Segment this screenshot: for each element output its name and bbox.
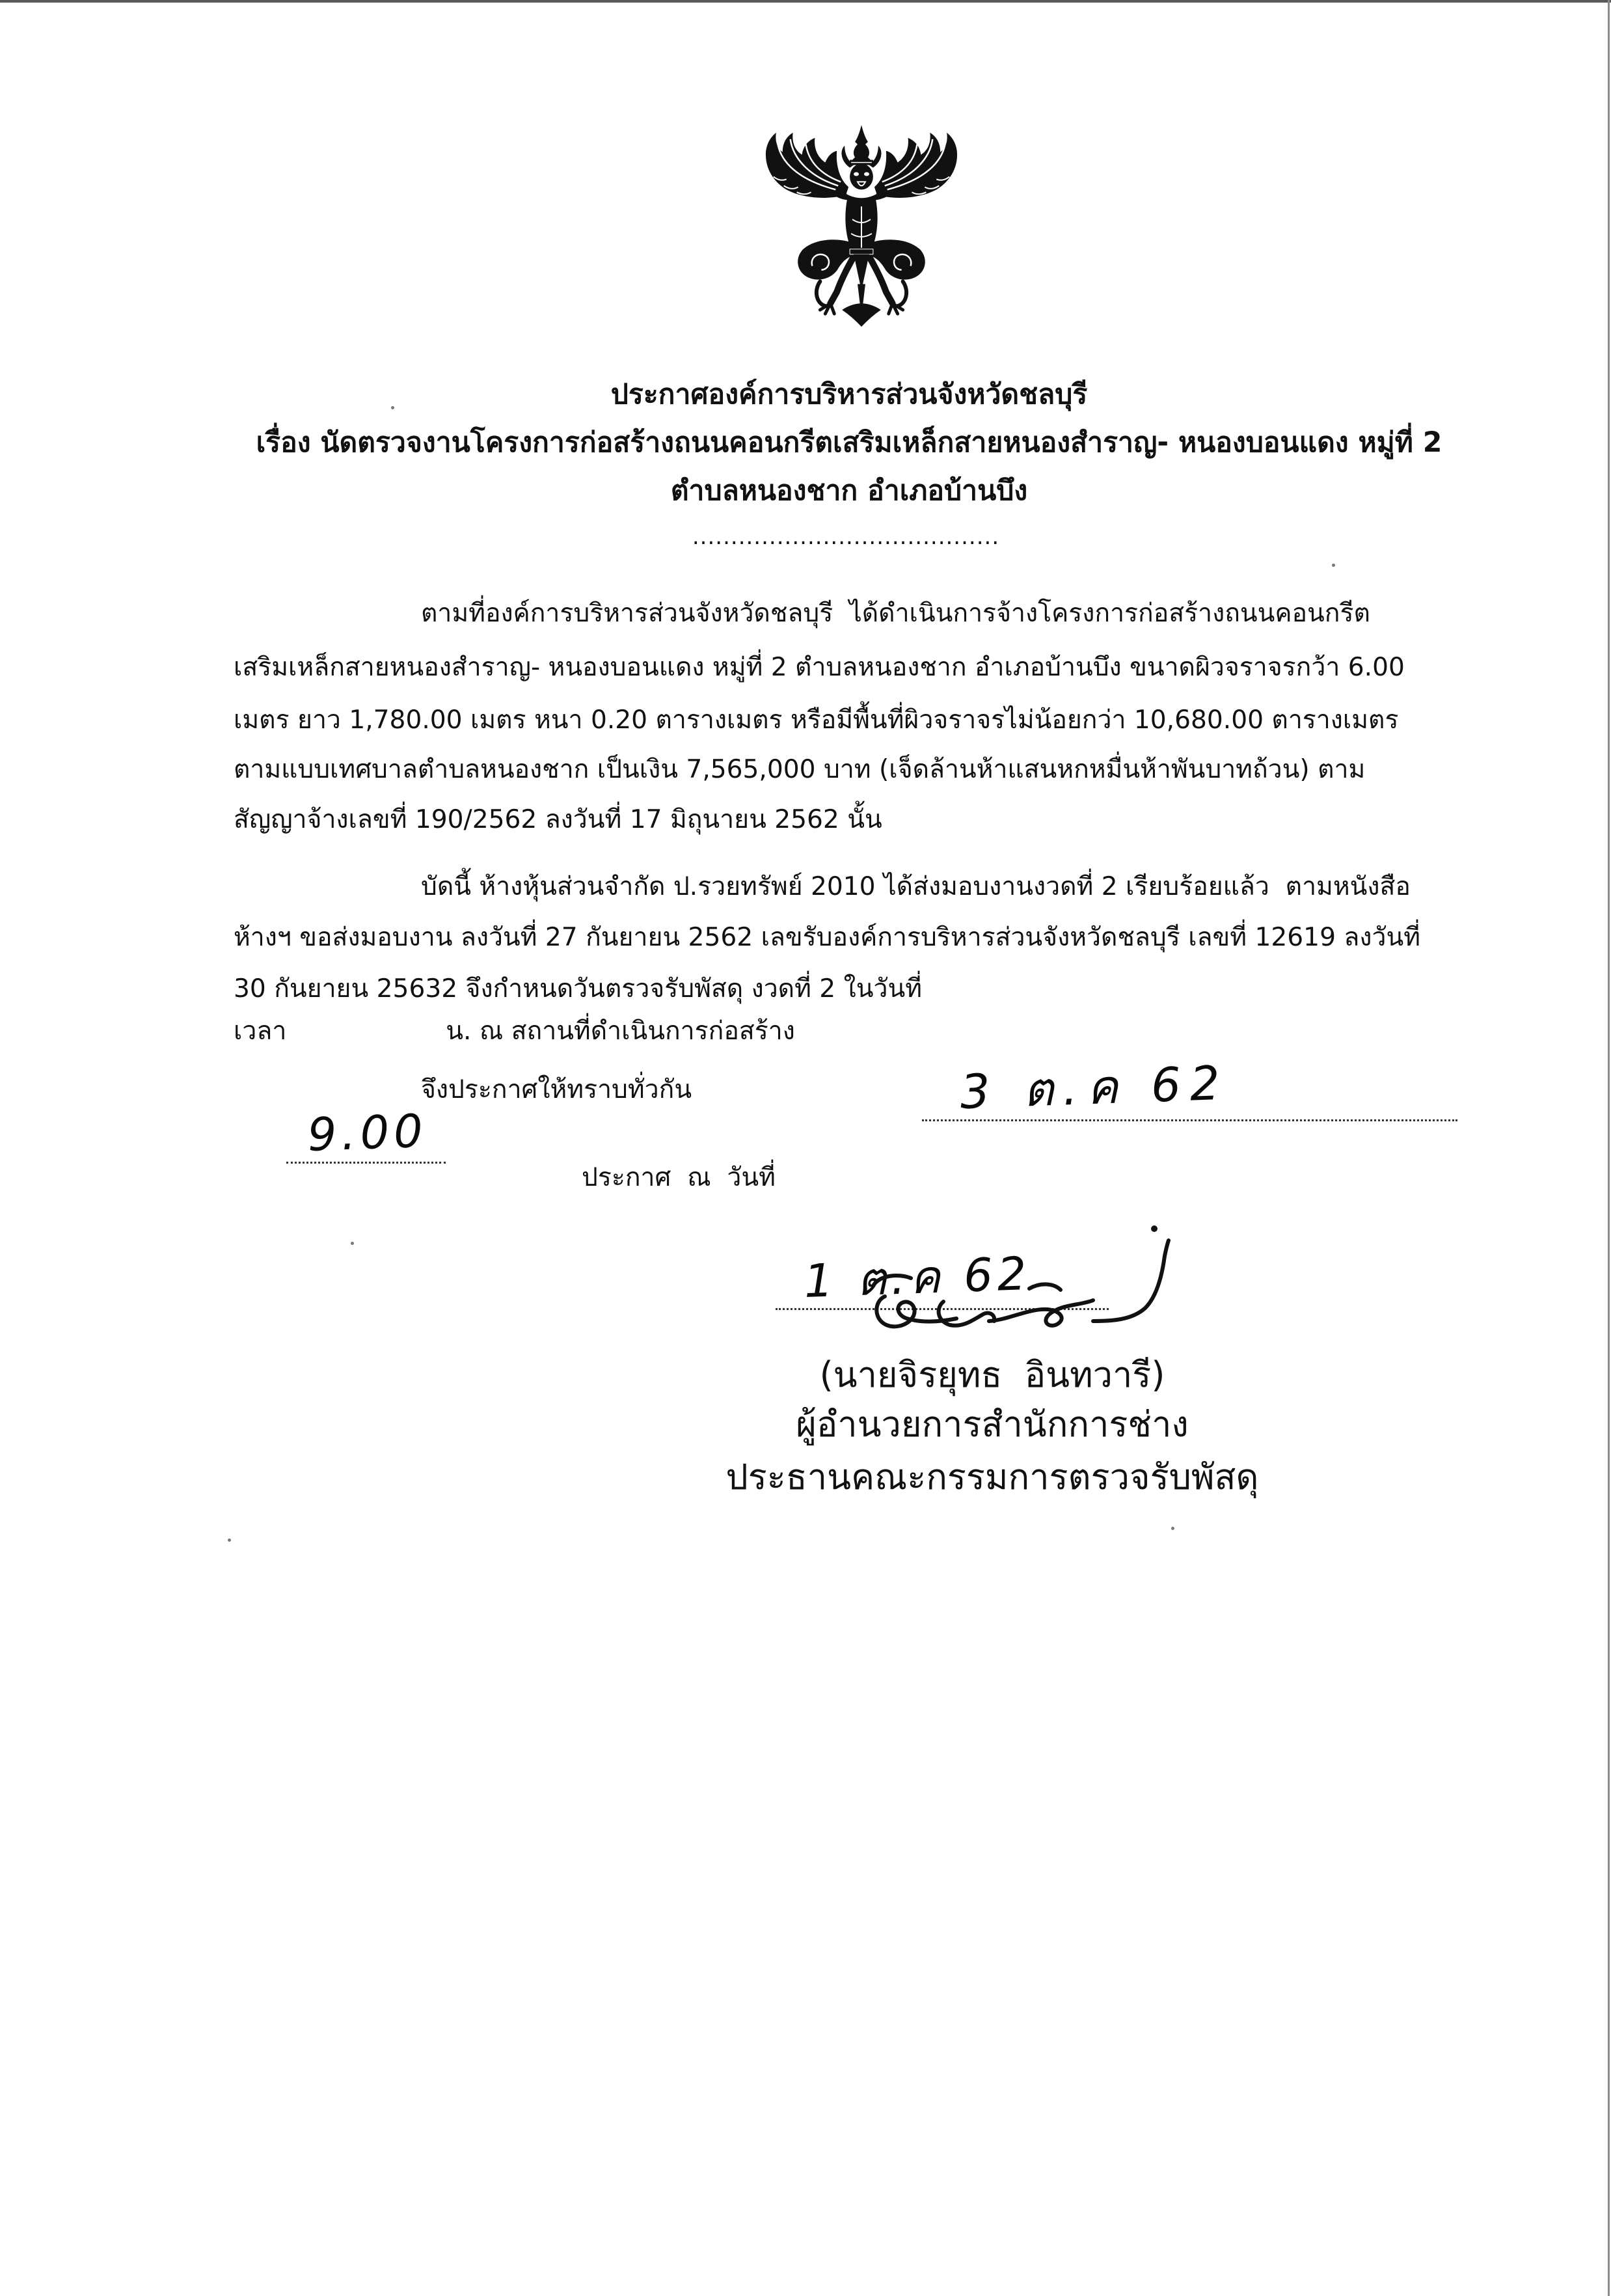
document-subject-continued: ตำบลหนองชาก อำเภอบ้านบึง (670, 474, 1028, 507)
paragraph1-line: ตามแบบเทศบาลตำบลหนองชาก เป็นเงิน 7,565,000 บาท (เจ็ดล้านห้าแสนหกหมื่นห้าพันบาทถ้วน) ตาม (234, 755, 1366, 784)
handwritten-inspection-time: 9.00 (306, 1104, 429, 1162)
announcement-date-line (582, 1152, 1457, 1308)
document-subject: เรื่อง นัดตรวจงานโครงการก่อสร้างถนนคอนกรีตเสริมเหล็กสายหนองสำราญ- หนองบอนแดง หมู่ที่ 2 (256, 426, 1442, 459)
scan-speck (1332, 564, 1335, 567)
document-title: ประกาศองค์การบริหารส่วนจังหวัดชลบุรี (610, 378, 1088, 411)
signatory-position: ผู้อำนวยการสำนักการช่าง (796, 1404, 1189, 1445)
scan-speck (1171, 1527, 1174, 1530)
paragraph1-line: เสริมเหล็กสายหนองสำราญ- หนองบอนแดง หมู่ที่ 2 ตำบลหนองชาก อำเภอบ้านบึง ขนาดผิวจราจรกว้า 6.00 (234, 653, 1405, 682)
garuda-left-half (766, 133, 855, 314)
signature (859, 1223, 1184, 1347)
announcement-date-label: ประกาศ ณ วันที่ (582, 1163, 776, 1192)
scan-border-top (0, 0, 1611, 3)
time-label: เวลา (234, 1017, 287, 1046)
handwritten-inspection-date: 3 ต.ค 62 (959, 1055, 1230, 1119)
signatory-name: (นายจิรยุทธ อินทวารี) (819, 1354, 1165, 1395)
scan-speck (228, 1538, 231, 1542)
time-suffix: น. ณ สถานที่ดำเนินการก่อสร้าง (446, 1017, 795, 1046)
inspection-date-label: 30 กันยายน 25632 จึงกำหนดวันตรวจรับพัสดุ งวดที่ 2 ในวันที่ (234, 974, 922, 1004)
scan-border-right (1608, 0, 1610, 2296)
paragraph1-line: เมตร ยาว 1,780.00 เมตร หนา 0.20 ตารางเมตร หรือมีพื้นที่ผิวจราจรไม่น้อยกว่า 10,680.00 ตารางเมตร (234, 705, 1399, 735)
paragraph1-line: ตามที่องค์การบริหารส่วนจังหวัดชลบุรี ได้ดำเนินการจ้างโครงการก่อสร้างถนนคอนกรีต (421, 599, 1370, 628)
scan-speck (351, 1242, 354, 1245)
header-separator: ........................................ (692, 524, 1000, 550)
signatory-role: ประธานคณะกรรมการตรวจรับพัสดุ (725, 1456, 1259, 1497)
closing-statement: จึงประกาศให้ทราบทั่วกัน (421, 1075, 692, 1104)
paragraph2-line: บัดนี้ ห้างหุ้นส่วนจำกัด ป.รวยทรัพย์ 2010 ได้ส่งมอบงานงวดที่ 2 เรียบร้อยแล้ว ตามหนังสือ (421, 872, 1411, 901)
garuda-right-half (868, 133, 957, 314)
handwritten-announcement-date: 1 ต.ค 62 (803, 1246, 1032, 1308)
paragraph1-line: สัญญาจ้างเลขที่ 190/2562 ลงวันที่ 17 มิถุนายน 2562 นั้น (234, 805, 882, 834)
garuda-emblem (758, 122, 965, 329)
garuda-crown (851, 125, 872, 161)
paragraph2-line: ห้างฯ ขอส่งมอบงาน ลงวันที่ 27 กันยายน 2562 เลขรับองค์การบริหารส่วนจังหวัดชลบุรี เลขที่ 12619 ลงวันที่ (234, 923, 1420, 952)
